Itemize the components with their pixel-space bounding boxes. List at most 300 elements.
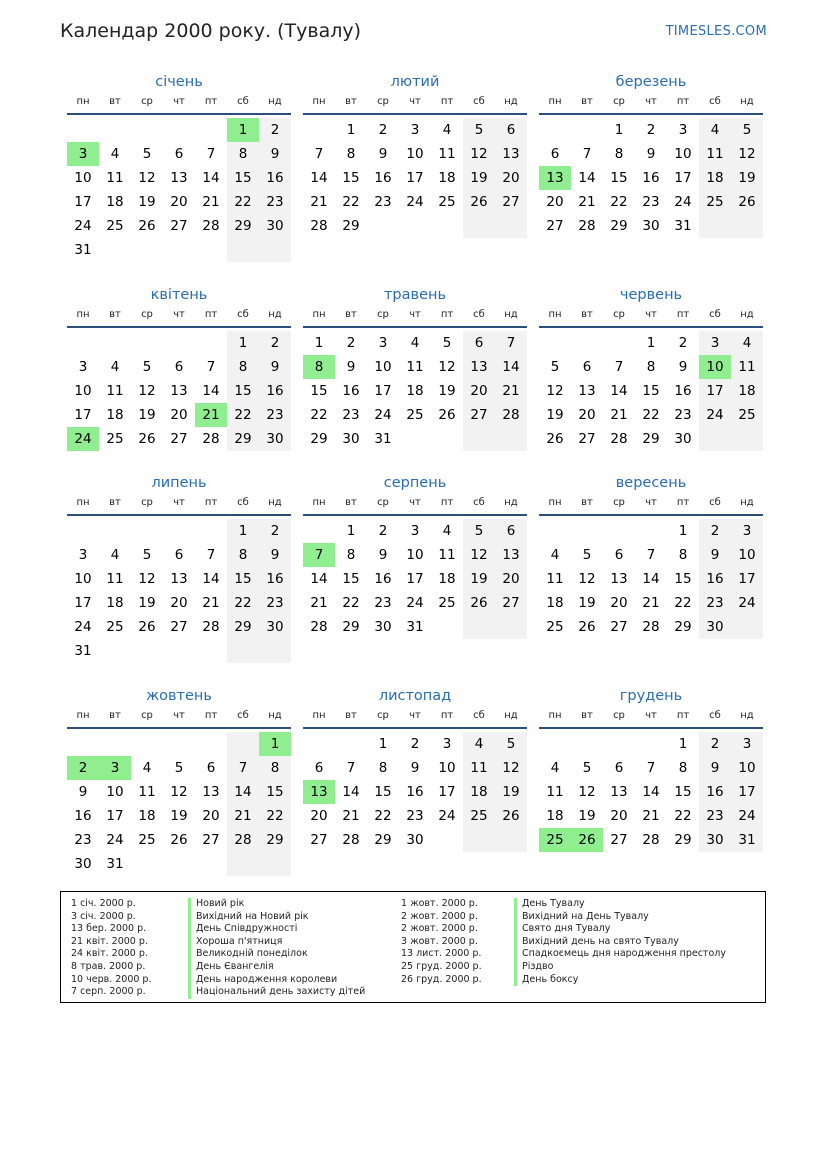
day-cell[interactable]: 15	[227, 567, 259, 591]
day-cell[interactable]: 15	[342, 571, 360, 587]
day-cell[interactable]: 14	[202, 383, 220, 399]
day-cell[interactable]: 16	[74, 808, 92, 824]
day-cell[interactable]: 30	[342, 431, 360, 447]
day-cell[interactable]: 30	[406, 832, 424, 848]
day-cell[interactable]: 27	[578, 431, 596, 447]
day-cell[interactable]: 8	[346, 146, 356, 162]
day-cell[interactable]: 29	[642, 431, 660, 447]
day-cell[interactable]: 5	[463, 519, 495, 543]
day-cell[interactable]: 12	[463, 142, 495, 166]
day-cell[interactable]: 15	[674, 571, 692, 587]
day-cell[interactable]: 15	[227, 166, 259, 190]
day-cell[interactable]: 24	[406, 595, 424, 611]
day-cell[interactable]: 2	[410, 736, 420, 752]
day-cell[interactable]: 2	[259, 118, 291, 142]
day-cell[interactable]: 3	[378, 335, 388, 351]
day-cell[interactable]: 26	[546, 431, 564, 447]
day-cell[interactable]: 7	[582, 146, 592, 162]
day-cell[interactable]: 3	[731, 519, 763, 543]
day-cell[interactable]: 2	[699, 732, 731, 756]
day-cell[interactable]: 20	[495, 166, 527, 190]
day-cell[interactable]: 23	[74, 832, 92, 848]
day-cell[interactable]: 25	[463, 804, 495, 828]
day-cell[interactable]: 28	[342, 832, 360, 848]
day-cell[interactable]: 11	[699, 142, 731, 166]
day-cell[interactable]: 18	[699, 166, 731, 190]
day-cell[interactable]: 3	[78, 359, 88, 375]
day-cell[interactable]: 13	[610, 571, 628, 587]
day-cell[interactable]: 22	[374, 808, 392, 824]
day-cell[interactable]: 6	[495, 118, 527, 142]
day-cell[interactable]: 27	[463, 403, 495, 427]
day-cell[interactable]: 26	[138, 431, 156, 447]
day-cell[interactable]: 2	[646, 122, 656, 138]
day-cell[interactable]: 11	[546, 784, 564, 800]
day-cell[interactable]: 17	[374, 383, 392, 399]
day-cell[interactable]: 1	[678, 523, 688, 539]
day-cell[interactable]: 18	[106, 595, 124, 611]
day-cell[interactable]: 10	[106, 784, 124, 800]
day-cell[interactable]: 24	[674, 194, 692, 210]
day-cell[interactable]: 17	[674, 170, 692, 186]
day-cell[interactable]: 3	[442, 736, 452, 752]
day-cell[interactable]: 31	[74, 242, 92, 258]
day-cell[interactable]: 18	[438, 170, 456, 186]
day-cell[interactable]: 13	[202, 784, 220, 800]
day-cell[interactable]: 13	[463, 355, 495, 379]
day-cell[interactable]: 12	[546, 383, 564, 399]
day-cell[interactable]: 22	[342, 595, 360, 611]
day-cell[interactable]: 9	[699, 543, 731, 567]
day-cell[interactable]: 10	[674, 146, 692, 162]
day-cell[interactable]: 24	[438, 808, 456, 824]
day-cell[interactable]: 16	[259, 166, 291, 190]
day-cell[interactable]: 31	[674, 218, 692, 234]
day-cell[interactable]: 30	[259, 214, 291, 238]
day-cell[interactable]: 17	[731, 780, 763, 804]
day-cell[interactable]: 29	[259, 828, 291, 852]
day-cell[interactable]: 4	[550, 760, 560, 776]
day-cell[interactable]: 17	[438, 784, 456, 800]
day-cell[interactable]: 29	[342, 619, 360, 635]
day-cell[interactable]: 14	[578, 170, 596, 186]
day-cell[interactable]: 30	[674, 431, 692, 447]
holiday-day-cell[interactable]: 24	[67, 427, 99, 451]
day-cell[interactable]: 28	[642, 832, 660, 848]
day-cell[interactable]: 16	[259, 567, 291, 591]
day-cell[interactable]: 13	[495, 543, 527, 567]
day-cell[interactable]: 14	[342, 784, 360, 800]
day-cell[interactable]: 10	[438, 760, 456, 776]
site-link[interactable]: TIMESLES.COM	[665, 24, 767, 39]
day-cell[interactable]: 24	[74, 619, 92, 635]
day-cell[interactable]: 7	[346, 760, 356, 776]
day-cell[interactable]: 16	[642, 170, 660, 186]
day-cell[interactable]: 16	[406, 784, 424, 800]
day-cell[interactable]: 15	[227, 379, 259, 403]
day-cell[interactable]: 20	[202, 808, 220, 824]
day-cell[interactable]: 28	[310, 218, 328, 234]
day-cell[interactable]: 17	[74, 407, 92, 423]
day-cell[interactable]: 10	[406, 146, 424, 162]
day-cell[interactable]: 2	[378, 523, 388, 539]
holiday-day-cell[interactable]: 10	[699, 355, 731, 379]
day-cell[interactable]: 4	[142, 760, 152, 776]
day-cell[interactable]: 7	[314, 146, 324, 162]
day-cell[interactable]: 23	[374, 194, 392, 210]
day-cell[interactable]: 10	[731, 543, 763, 567]
day-cell[interactable]: 25	[106, 619, 124, 635]
day-cell[interactable]: 8	[346, 547, 356, 563]
day-cell[interactable]: 25	[438, 595, 456, 611]
day-cell[interactable]: 5	[142, 146, 152, 162]
day-cell[interactable]: 15	[374, 784, 392, 800]
day-cell[interactable]: 14	[642, 784, 660, 800]
day-cell[interactable]: 19	[170, 808, 188, 824]
holiday-day-cell[interactable]: 3	[67, 142, 99, 166]
day-cell[interactable]: 24	[699, 403, 731, 427]
day-cell[interactable]: 15	[310, 383, 328, 399]
day-cell[interactable]: 4	[731, 331, 763, 355]
day-cell[interactable]: 12	[438, 359, 456, 375]
day-cell[interactable]: 4	[110, 146, 120, 162]
day-cell[interactable]: 20	[546, 194, 564, 210]
day-cell[interactable]: 10	[74, 383, 92, 399]
day-cell[interactable]: 7	[646, 760, 656, 776]
day-cell[interactable]: 12	[578, 571, 596, 587]
day-cell[interactable]: 16	[699, 780, 731, 804]
day-cell[interactable]: 6	[174, 547, 184, 563]
day-cell[interactable]: 6	[495, 519, 527, 543]
day-cell[interactable]: 11	[463, 756, 495, 780]
day-cell[interactable]: 17	[106, 808, 124, 824]
day-cell[interactable]: 27	[610, 619, 628, 635]
day-cell[interactable]: 28	[227, 828, 259, 852]
day-cell[interactable]: 17	[74, 194, 92, 210]
day-cell[interactable]: 4	[550, 547, 560, 563]
day-cell[interactable]: 22	[227, 591, 259, 615]
day-cell[interactable]: 25	[438, 194, 456, 210]
day-cell[interactable]: 7	[206, 146, 216, 162]
day-cell[interactable]: 15	[259, 780, 291, 804]
day-cell[interactable]: 28	[202, 218, 220, 234]
day-cell[interactable]: 4	[699, 118, 731, 142]
day-cell[interactable]: 21	[310, 595, 328, 611]
day-cell[interactable]: 20	[495, 567, 527, 591]
day-cell[interactable]: 30	[74, 856, 92, 872]
day-cell[interactable]: 17	[406, 571, 424, 587]
day-cell[interactable]: 11	[138, 784, 156, 800]
day-cell[interactable]: 7	[495, 331, 527, 355]
day-cell[interactable]: 21	[202, 595, 220, 611]
day-cell[interactable]: 3	[78, 547, 88, 563]
day-cell[interactable]: 1	[646, 335, 656, 351]
day-cell[interactable]: 28	[202, 619, 220, 635]
day-cell[interactable]: 23	[259, 403, 291, 427]
day-cell[interactable]: 23	[374, 595, 392, 611]
day-cell[interactable]: 4	[110, 359, 120, 375]
day-cell[interactable]: 19	[138, 194, 156, 210]
day-cell[interactable]: 28	[202, 431, 220, 447]
day-cell[interactable]: 23	[699, 804, 731, 828]
day-cell[interactable]: 20	[310, 808, 328, 824]
day-cell[interactable]: 20	[170, 407, 188, 423]
day-cell[interactable]: 14	[310, 571, 328, 587]
day-cell[interactable]: 11	[106, 383, 124, 399]
day-cell[interactable]: 20	[610, 595, 628, 611]
day-cell[interactable]: 29	[674, 619, 692, 635]
day-cell[interactable]: 25	[699, 190, 731, 214]
day-cell[interactable]: 26	[463, 591, 495, 615]
day-cell[interactable]: 9	[78, 784, 88, 800]
day-cell[interactable]: 18	[463, 780, 495, 804]
day-cell[interactable]: 25	[138, 832, 156, 848]
day-cell[interactable]: 31	[106, 856, 124, 872]
day-cell[interactable]: 26	[170, 832, 188, 848]
day-cell[interactable]: 29	[227, 214, 259, 238]
holiday-day-cell[interactable]: 13	[303, 780, 335, 804]
day-cell[interactable]: 12	[138, 170, 156, 186]
day-cell[interactable]: 14	[202, 571, 220, 587]
day-cell[interactable]: 31	[731, 828, 763, 852]
day-cell[interactable]: 26	[438, 407, 456, 423]
day-cell[interactable]: 21	[342, 808, 360, 824]
day-cell[interactable]: 30	[374, 619, 392, 635]
day-cell[interactable]: 6	[550, 146, 560, 162]
day-cell[interactable]: 5	[442, 335, 452, 351]
day-cell[interactable]: 11	[438, 547, 456, 563]
day-cell[interactable]: 21	[310, 194, 328, 210]
day-cell[interactable]: 26	[495, 804, 527, 828]
day-cell[interactable]: 9	[699, 756, 731, 780]
day-cell[interactable]: 27	[495, 591, 527, 615]
day-cell[interactable]: 10	[374, 359, 392, 375]
day-cell[interactable]: 21	[610, 407, 628, 423]
day-cell[interactable]: 6	[174, 146, 184, 162]
day-cell[interactable]: 11	[106, 571, 124, 587]
day-cell[interactable]: 1	[346, 523, 356, 539]
day-cell[interactable]: 5	[582, 760, 592, 776]
day-cell[interactable]: 9	[259, 355, 291, 379]
day-cell[interactable]: 2	[346, 335, 356, 351]
day-cell[interactable]: 22	[227, 190, 259, 214]
day-cell[interactable]: 20	[463, 379, 495, 403]
day-cell[interactable]: 21	[642, 595, 660, 611]
day-cell[interactable]: 27	[310, 832, 328, 848]
day-cell[interactable]: 22	[310, 407, 328, 423]
day-cell[interactable]: 23	[674, 407, 692, 423]
day-cell[interactable]: 21	[495, 379, 527, 403]
day-cell[interactable]: 28	[578, 218, 596, 234]
day-cell[interactable]: 1	[346, 122, 356, 138]
day-cell[interactable]: 20	[170, 194, 188, 210]
day-cell[interactable]: 24	[74, 218, 92, 234]
day-cell[interactable]: 11	[438, 146, 456, 162]
day-cell[interactable]: 13	[578, 383, 596, 399]
day-cell[interactable]: 26	[138, 218, 156, 234]
day-cell[interactable]: 19	[138, 595, 156, 611]
day-cell[interactable]: 29	[310, 431, 328, 447]
day-cell[interactable]: 6	[463, 331, 495, 355]
holiday-day-cell[interactable]: 8	[303, 355, 335, 379]
day-cell[interactable]: 24	[106, 832, 124, 848]
day-cell[interactable]: 22	[674, 595, 692, 611]
day-cell[interactable]: 14	[642, 571, 660, 587]
day-cell[interactable]: 22	[642, 407, 660, 423]
day-cell[interactable]: 5	[582, 547, 592, 563]
day-cell[interactable]: 9	[646, 146, 656, 162]
day-cell[interactable]: 19	[578, 808, 596, 824]
day-cell[interactable]: 16	[674, 383, 692, 399]
day-cell[interactable]: 27	[610, 832, 628, 848]
day-cell[interactable]: 13	[170, 571, 188, 587]
day-cell[interactable]: 22	[227, 403, 259, 427]
day-cell[interactable]: 24	[731, 591, 763, 615]
day-cell[interactable]: 1	[314, 335, 324, 351]
day-cell[interactable]: 5	[142, 547, 152, 563]
day-cell[interactable]: 4	[110, 547, 120, 563]
day-cell[interactable]: 9	[259, 142, 291, 166]
day-cell[interactable]: 2	[678, 335, 688, 351]
day-cell[interactable]: 17	[731, 567, 763, 591]
day-cell[interactable]: 21	[227, 804, 259, 828]
day-cell[interactable]: 7	[614, 359, 624, 375]
holiday-day-cell[interactable]: 7	[303, 543, 335, 567]
day-cell[interactable]: 25	[406, 407, 424, 423]
day-cell[interactable]: 20	[610, 808, 628, 824]
day-cell[interactable]: 20	[170, 595, 188, 611]
day-cell[interactable]: 23	[699, 591, 731, 615]
holiday-day-cell[interactable]: 25	[539, 828, 571, 852]
day-cell[interactable]: 7	[646, 547, 656, 563]
day-cell[interactable]: 29	[610, 218, 628, 234]
day-cell[interactable]: 5	[550, 359, 560, 375]
day-cell[interactable]: 18	[546, 595, 564, 611]
day-cell[interactable]: 12	[170, 784, 188, 800]
day-cell[interactable]: 23	[259, 190, 291, 214]
day-cell[interactable]: 27	[170, 431, 188, 447]
day-cell[interactable]: 30	[699, 615, 731, 639]
day-cell[interactable]: 8	[678, 547, 688, 563]
day-cell[interactable]: 11	[731, 355, 763, 379]
day-cell[interactable]: 6	[614, 547, 624, 563]
day-cell[interactable]: 18	[106, 407, 124, 423]
day-cell[interactable]: 27	[495, 190, 527, 214]
day-cell[interactable]: 13	[170, 170, 188, 186]
day-cell[interactable]: 18	[406, 383, 424, 399]
day-cell[interactable]: 29	[227, 615, 259, 639]
day-cell[interactable]: 16	[342, 383, 360, 399]
day-cell[interactable]: 13	[495, 142, 527, 166]
holiday-day-cell[interactable]: 21	[195, 403, 227, 427]
day-cell[interactable]: 29	[674, 832, 692, 848]
day-cell[interactable]: 9	[346, 359, 356, 375]
holiday-day-cell[interactable]: 1	[227, 118, 259, 142]
day-cell[interactable]: 2	[378, 122, 388, 138]
holiday-day-cell[interactable]: 1	[259, 732, 291, 756]
day-cell[interactable]: 28	[610, 431, 628, 447]
day-cell[interactable]: 6	[614, 760, 624, 776]
holiday-day-cell[interactable]: 3	[99, 756, 131, 780]
day-cell[interactable]: 27	[546, 218, 564, 234]
day-cell[interactable]: 14	[495, 355, 527, 379]
day-cell[interactable]: 23	[259, 591, 291, 615]
day-cell[interactable]: 8	[378, 760, 388, 776]
day-cell[interactable]: 3	[678, 122, 688, 138]
day-cell[interactable]: 8	[614, 146, 624, 162]
day-cell[interactable]: 19	[578, 595, 596, 611]
day-cell[interactable]: 14	[610, 383, 628, 399]
day-cell[interactable]: 8	[646, 359, 656, 375]
day-cell[interactable]: 26	[138, 619, 156, 635]
day-cell[interactable]: 4	[463, 732, 495, 756]
day-cell[interactable]: 8	[227, 355, 259, 379]
day-cell[interactable]: 2	[699, 519, 731, 543]
day-cell[interactable]: 27	[170, 218, 188, 234]
day-cell[interactable]: 18	[731, 379, 763, 403]
day-cell[interactable]: 10	[74, 170, 92, 186]
day-cell[interactable]: 6	[174, 359, 184, 375]
day-cell[interactable]: 9	[410, 760, 420, 776]
holiday-day-cell[interactable]: 26	[571, 828, 603, 852]
day-cell[interactable]: 19	[463, 166, 495, 190]
day-cell[interactable]: 7	[206, 359, 216, 375]
day-cell[interactable]: 24	[406, 194, 424, 210]
day-cell[interactable]: 25	[731, 403, 763, 427]
day-cell[interactable]: 28	[310, 619, 328, 635]
day-cell[interactable]: 22	[610, 194, 628, 210]
day-cell[interactable]: 16	[259, 379, 291, 403]
holiday-day-cell[interactable]: 2	[67, 756, 99, 780]
day-cell[interactable]: 1	[678, 736, 688, 752]
day-cell[interactable]: 8	[259, 756, 291, 780]
day-cell[interactable]: 12	[495, 756, 527, 780]
day-cell[interactable]: 25	[546, 619, 564, 635]
day-cell[interactable]: 16	[374, 571, 392, 587]
day-cell[interactable]: 31	[74, 643, 92, 659]
day-cell[interactable]: 12	[731, 142, 763, 166]
day-cell[interactable]: 23	[406, 808, 424, 824]
day-cell[interactable]: 4	[442, 122, 452, 138]
day-cell[interactable]: 10	[74, 571, 92, 587]
day-cell[interactable]: 8	[227, 543, 259, 567]
day-cell[interactable]: 28	[642, 619, 660, 635]
day-cell[interactable]: 8	[227, 142, 259, 166]
day-cell[interactable]: 21	[202, 194, 220, 210]
day-cell[interactable]: 13	[170, 383, 188, 399]
day-cell[interactable]: 21	[578, 194, 596, 210]
day-cell[interactable]: 5	[174, 760, 184, 776]
day-cell[interactable]: 26	[731, 190, 763, 214]
day-cell[interactable]: 15	[610, 170, 628, 186]
day-cell[interactable]: 12	[578, 784, 596, 800]
day-cell[interactable]: 6	[582, 359, 592, 375]
day-cell[interactable]: 23	[342, 407, 360, 423]
day-cell[interactable]: 3	[410, 122, 420, 138]
day-cell[interactable]: 31	[406, 619, 424, 635]
day-cell[interactable]: 31	[374, 431, 392, 447]
day-cell[interactable]: 29	[342, 218, 360, 234]
day-cell[interactable]: 2	[259, 519, 291, 543]
day-cell[interactable]: 3	[410, 523, 420, 539]
day-cell[interactable]: 7	[227, 756, 259, 780]
day-cell[interactable]: 2	[259, 331, 291, 355]
day-cell[interactable]: 30	[642, 218, 660, 234]
day-cell[interactable]: 6	[206, 760, 216, 776]
day-cell[interactable]: 24	[731, 804, 763, 828]
day-cell[interactable]: 18	[138, 808, 156, 824]
day-cell[interactable]: 11	[546, 571, 564, 587]
